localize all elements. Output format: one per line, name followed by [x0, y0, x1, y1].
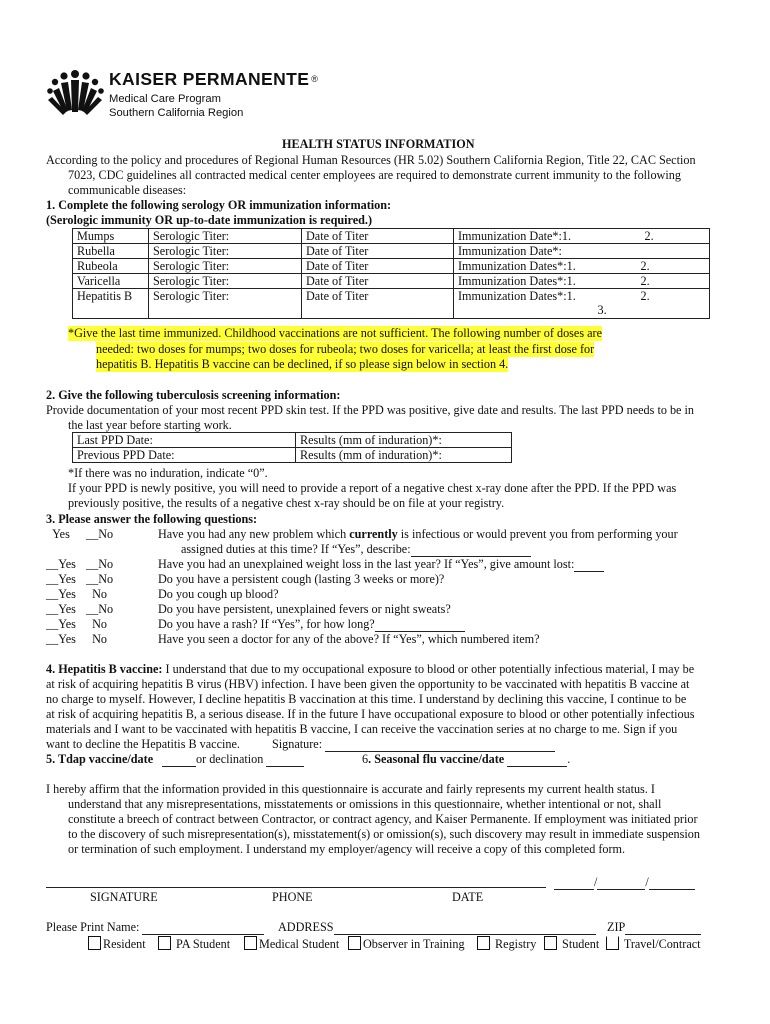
intro-line-1: According to the policy and procedures of Regional Human Resources (HR 5.02) Southern California Region, Title 22, CAC Section [46, 153, 696, 167]
question-6-text: Do you have a rash? If “Yes”, for how long? [158, 617, 465, 632]
table-row [73, 229, 710, 244]
titer-date-field[interactable]: Date of Titer [302, 274, 454, 289]
ppd-table [72, 432, 512, 463]
immunization-date-field[interactable]: Immunization Dates*:1. 2. [454, 274, 710, 289]
zip-row: ZIP [607, 920, 701, 935]
disease-cell: Rubeola [73, 259, 149, 274]
intro-line-3: communicable diseases: [68, 183, 187, 197]
brand-name: KAISER PERMANENTE ® [109, 69, 319, 89]
affirm-line-3: constitute a breech of contract between Contractor, or contract agency, and Kaiser Permanente. If employment was initiated prior [68, 812, 698, 826]
table-row [73, 259, 710, 274]
tdap-fields: or declination [162, 752, 304, 767]
immunization-date-field[interactable]: Immunization Date*: [454, 244, 710, 259]
hepb-line-4: at risk of acquiring hepatitis B, a serious disease. If in the future I have occupational exposure to blood or other potentially infectious [46, 707, 695, 721]
option-medical-student[interactable]: Medical Student [244, 936, 339, 952]
previous-ppd-results-field[interactable]: Results (mm of induration)*: [296, 448, 512, 463]
hepb-line-5: materials and I want to be vaccinated with hepatitis B vaccine, I can receive the vaccination series at no charge to me. Sign if you [46, 722, 678, 736]
flu-row: 6. Seasonal flu vaccine/date . [362, 752, 571, 766]
table-row [73, 289, 710, 319]
xray-note-1: If your PPD is newly positive, you will need to provide a report of a negative chest x-ray done after the PPD. If the PPD was [68, 481, 677, 495]
checkbox[interactable] [606, 936, 619, 950]
signature-label: SIGNATURE [90, 890, 158, 904]
affirm-line-1: I hereby affirm that the information provided in this questionnaire is accurate and fairly represents my current health status. I [46, 782, 655, 796]
hepb-line-2: at risk of acquiring hepatitis B virus (HBV) infection. I have been given the opportunity to be vaccinated with hepatitis B vaccine at [46, 677, 690, 691]
question-7-text: Have you seen a doctor for any of the above? If “Yes”, which numbered item? [158, 632, 540, 646]
flu-date-field[interactable] [507, 766, 567, 767]
affirm-line-5: or termination of such employment. I understand my employer/agency will receive a copy of this completed form. [68, 842, 626, 856]
immunization-note-2: needed: two doses for mumps; two doses for rubeola; two doses for varicella; at least the first dose for [96, 342, 595, 356]
question-5-no[interactable]: __No [86, 602, 114, 616]
signature-line[interactable] [46, 887, 546, 888]
question-7-yes[interactable]: __Yes [46, 632, 76, 646]
checkbox[interactable] [544, 936, 557, 950]
ppd-instructions-2: the last year before starting work. [68, 418, 232, 432]
weight-lost-field[interactable] [574, 571, 604, 572]
xray-note-2: previously positive, the results of a negative chest x-ray should be on file at your registry. [68, 496, 505, 510]
question-5-text: Do you have persistent, unexplained fevers or night sweats? [158, 602, 451, 616]
immunization-date-field[interactable]: Immunization Date*:1. 2. [454, 229, 710, 244]
table-row [73, 448, 512, 463]
section1-subheading: (Serologic immunity OR up-to-date immunization is required.) [46, 213, 373, 227]
address-row: ADDRESS [278, 920, 596, 935]
print-name-row: Please Print Name: [46, 920, 264, 935]
question-6-yes[interactable]: __Yes [46, 617, 76, 631]
question-6-no[interactable]: No [92, 617, 107, 631]
question-3-yes[interactable]: __Yes [46, 572, 76, 586]
checkbox[interactable] [88, 936, 101, 950]
question-1-describe: assigned duties at this time? If “Yes”, describe: [181, 542, 531, 557]
titer-date-field[interactable]: Date of Titer [302, 229, 454, 244]
section1-heading: 1. Complete the following serology OR immunization information: [46, 198, 392, 212]
checkbox[interactable] [244, 936, 257, 950]
question-1-text: Have you had any new problem which currently is infectious or would prevent you from performing your [158, 527, 678, 541]
question-5-yes[interactable]: __Yes [46, 602, 76, 616]
tdap-date-field[interactable] [162, 766, 196, 767]
table-row [73, 244, 710, 259]
zip-field[interactable] [625, 934, 701, 935]
section2-heading: 2. Give the following tuberculosis screening information: [46, 388, 341, 402]
option-pa-student[interactable]: PA Student [158, 936, 230, 952]
date-label: DATE [452, 890, 484, 904]
titer-date-field[interactable]: Date of Titer [302, 289, 454, 319]
option-registry[interactable]: Registry [477, 936, 536, 952]
hepb-line-6: want to decline the Hepatitis B vaccine. [46, 737, 240, 751]
question-7-no[interactable]: No [92, 632, 107, 646]
titer-field[interactable]: Serologic Titer: [149, 274, 302, 289]
intro-line-2: 7023, CDC guidelines all contracted medical center employees are required to demonstrate current immunity to the following [68, 168, 681, 182]
question-2-text: Have you had an unexplained weight loss in the last year? If “Yes”, give amount lost: [158, 557, 604, 572]
table-row [73, 274, 710, 289]
checkbox[interactable] [477, 936, 490, 950]
question-2-yes[interactable]: __Yes [46, 557, 76, 571]
checkbox[interactable] [348, 936, 361, 950]
logo-line-1: Medical Care Program [109, 93, 221, 105]
immunization-note-1: *Give the last time immunized. Childhood vaccinations are not sufficient. The following number of doses are [68, 326, 602, 340]
affirm-line-2: understand that any misrepresentations, misstatements or omissions in this questionnaire, whether intentional or not, shall [68, 797, 662, 811]
option-observer[interactable]: Observer in Training [348, 936, 465, 952]
checkbox[interactable] [158, 936, 171, 950]
question-1-yes[interactable]: Yes [52, 527, 70, 541]
tdap-row: 5. Tdap vaccine/date [46, 752, 154, 766]
immunization-note-3: hepatitis B. Hepatitis B vaccine can be declined, if so please sign below in section 4. [96, 357, 509, 371]
last-ppd-results-field[interactable]: Results (mm of induration)*: [296, 433, 512, 448]
induration-note: *If there was no induration, indicate “0”. [68, 466, 268, 480]
question-2-no[interactable]: __No [86, 557, 114, 571]
titer-field[interactable]: Serologic Titer: [149, 289, 302, 319]
print-name-field[interactable] [142, 934, 264, 935]
table-row [73, 433, 512, 448]
hepb-line-1: 4. Hepatitis B vaccine: I understand that due to my occupational exposure to blood or other potentially infectious material, I may be [46, 662, 695, 676]
form-title: HEALTH STATUS INFORMATION [282, 137, 475, 151]
immunization-date-field[interactable]: Immunization Dates*:1. 2. [454, 259, 710, 274]
question-3-no[interactable]: __No [86, 572, 114, 586]
date-field[interactable]: / / [554, 875, 695, 890]
titer-field[interactable]: Serologic Titer: [149, 259, 302, 274]
immunization-table [72, 228, 710, 319]
option-resident[interactable]: Resident [88, 936, 146, 952]
tdap-declination-field[interactable] [266, 766, 304, 767]
question-1-no[interactable]: __No [86, 527, 114, 541]
titer-field[interactable]: Serologic Titer: [149, 244, 302, 259]
hepb-signature: Signature: [272, 737, 555, 752]
titer-date-field[interactable]: Date of Titer [302, 244, 454, 259]
people-icon [47, 70, 105, 120]
hepb-line-3: no charge to myself. However, I decline hepatitis B vaccination at this time. I understand by declining this vaccine, I continue to be [46, 692, 687, 706]
logo-line-2: Southern California Region [109, 107, 244, 119]
disease-cell: Varicella [73, 274, 149, 289]
immunization-date-field[interactable]: Immunization Dates*:1. 2. 3. [454, 289, 710, 319]
ppd-instructions-1: Provide documentation of your most recent PPD skin test. If the PPD was positive, give date and results. The last PPD needs to be in [46, 403, 694, 417]
titer-field[interactable]: Serologic Titer: [149, 229, 302, 244]
affirm-line-4: to the discovery of such misrepresentation(s), misstatement(s) or omission(s), such discovery may result in immediate suspension [68, 827, 700, 841]
disease-cell: Hepatitis B [73, 289, 149, 319]
last-ppd-date-field[interactable]: Last PPD Date: [73, 433, 296, 448]
question-4-no[interactable]: No [92, 587, 107, 601]
titer-date-field[interactable]: Date of Titer [302, 259, 454, 274]
disease-cell: Rubella [73, 244, 149, 259]
option-travel-contract[interactable]: Travel/Contract [606, 936, 701, 952]
disease-cell: Mumps [73, 229, 149, 244]
previous-ppd-date-field[interactable]: Previous PPD Date: [73, 448, 296, 463]
phone-label: PHONE [272, 890, 313, 904]
question-4-yes[interactable]: __Yes [46, 587, 76, 601]
question-3-text: Do you have a persistent cough (lasting 3 weeks or more)? [158, 572, 445, 586]
kaiser-logo [47, 70, 347, 125]
question-4-text: Do you cough up blood? [158, 587, 279, 601]
address-field[interactable] [334, 934, 596, 935]
option-student[interactable]: Student [544, 936, 599, 952]
section3-heading: 3. Please answer the following questions: [46, 512, 258, 526]
